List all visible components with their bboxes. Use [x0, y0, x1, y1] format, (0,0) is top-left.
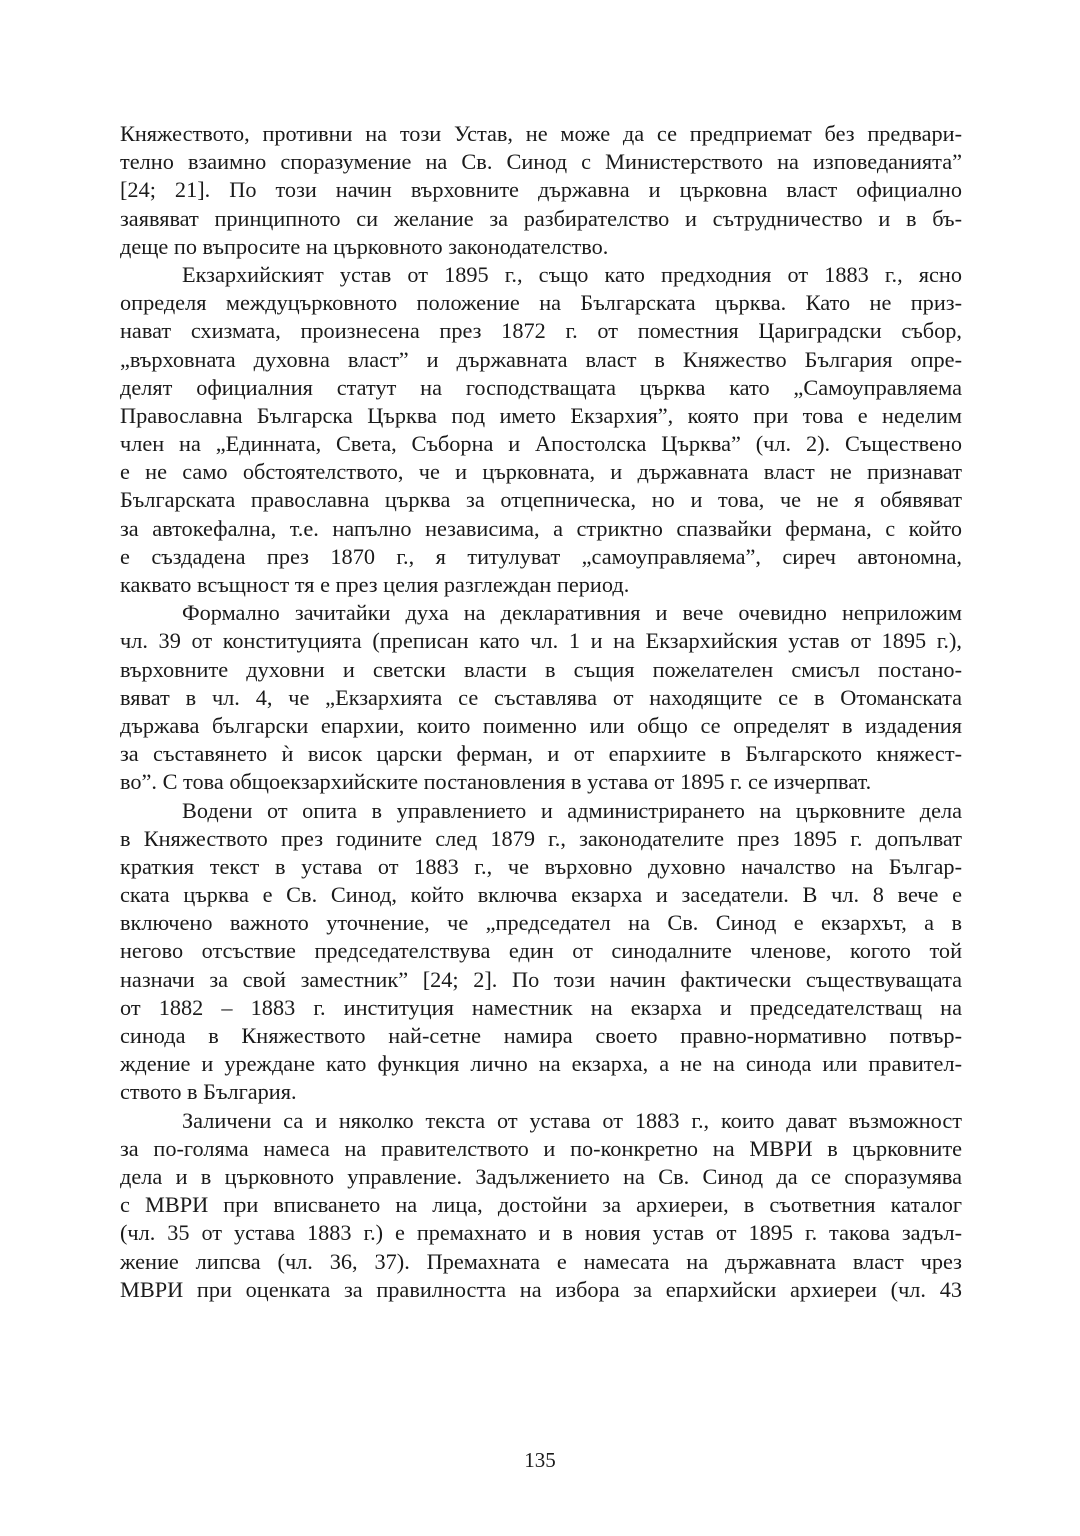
text-line: държава български епархии, които поименно или общо се определят в издадения — [120, 712, 962, 738]
text-line: телно взаимно споразумение на Св. Синод с Министерството на изповеданията” — [120, 149, 962, 175]
text-line: Екзархийският устав от 1895 г., също като предходния от 1883 г., ясно — [182, 261, 962, 287]
text-line: негово отсъствие председателствува един от синодалните членове, когото той — [120, 938, 962, 964]
text-line: „върховната духовна власт” и държавната власт в Княжество България опре- — [120, 346, 962, 372]
text-line: деще по въпросите на църковното законодателство. — [120, 233, 609, 259]
text-line: каквато всъщност тя е през целия разглеждан период. — [120, 572, 630, 597]
text-line: (чл. 35 от устава 1883 г.) е премахнато и в новия устав от 1895 г. такова задъл- — [120, 1220, 962, 1246]
paragraph — [120, 797, 962, 1107]
text-line: назначи за свой заместник” [24; 2]. По този начин фактически съществуващата — [120, 966, 962, 992]
text-line: ската църква е Св. Синод, който включва екзарха и заседатели. В чл. 8 вече е — [120, 882, 962, 908]
paragraph — [120, 261, 962, 599]
text-line: Княжеството, противни на този Устав, не може да се предприемат без предвари- — [120, 121, 962, 146]
text-line: [24; 21]. По този начин върховните държавна и църковна власт официално — [120, 177, 962, 203]
text-line: жение липсва (чл. 36, 37). Премахната е намесата на държавната власт чрез — [120, 1248, 962, 1274]
text-line: определя междуцърковното положение на Българската църква. Като не приз- — [120, 290, 962, 316]
text-line: е създадена през 1870 г., я титулуват „самоуправляема”, сиреч автономна, — [120, 543, 962, 569]
text-line: ждение и уреждане като функция лично на екзарха, а не на синода или правител- — [120, 1051, 962, 1077]
text-line: Българската православна църква за отцепническа, но и това, че не я обявяват — [120, 487, 962, 513]
text-line: делят официалния статут на господстващата църква като „Самоуправляема — [120, 374, 962, 400]
text-line: синода в Княжеството най-сетне намира своето правно-нормативно потвър- — [120, 1023, 962, 1048]
text-line: чл. 39 от конституцията (преписан като чл. 1 и на Екзархийския устав от 1895 г.), — [120, 628, 962, 654]
text-line: за съставянето ѝ висок царски ферман, и от епархиите в Българското княжест- — [120, 741, 962, 767]
text-line: за по-голяма намеса на правителството и по-конкретно на МВРИ в църковните — [120, 1135, 962, 1161]
text-line: върховните духовни и светски власти в същия пожелателен смисъл постано- — [120, 656, 962, 682]
text-line: Православна Българска Църква под името Екзархия”, която при това е неделим — [120, 402, 962, 428]
text-line: с МВРИ при вписването на лица, достойни за архиереи, в съответния каталог — [120, 1192, 962, 1218]
text-line: Формално зачитайки духа на декларативния и вече очевидно неприложим — [182, 600, 962, 626]
text-line: член на „Единната, Света, Съборна и Апостолска Църква” (чл. 2). Съществено — [120, 431, 962, 457]
text-line: за автокефална, т.е. напълно независима, а стриктно спазвайки фермана, с който — [120, 515, 962, 541]
text-line: во”. С това общоекзархийските постановления в устава от 1895 г. се изчерпват. — [120, 769, 872, 795]
text-line: ството в България. — [120, 1079, 297, 1105]
text-line: краткия текст в устава от 1883 г., че върховно духовно началство на Българ- — [120, 853, 962, 879]
text-line: в Княжеството през годините след 1879 г., законодателите през 1895 г. допълват — [120, 825, 962, 851]
page-number: 135 — [524, 1448, 556, 1472]
text-line: вяват в чл. 4, че „Екзархията се съставлява от находящите се в Отоманската — [120, 684, 962, 710]
paragraph — [120, 1107, 962, 1304]
text-line: Заличени са и няколко текста от устава от 1883 г., които дават възможност — [182, 1107, 962, 1133]
paragraph — [120, 120, 962, 261]
text-line: МВРИ при оценката за правилността на избора за епархийски архиереи (чл. 43 — [120, 1276, 962, 1302]
text-line: нават схизмата, произнесена през 1872 г. от поместния Цариградски събор, — [120, 318, 962, 344]
page-body-text — [120, 120, 962, 1304]
text-line: от 1882 – 1883 г. институция наместник на екзарха и председателстващ на — [120, 994, 962, 1020]
text-line: е не само обстоятелството, че и църковната, и държавната власт не признават — [120, 459, 962, 485]
text-line: Водени от опита в управлението и администрирането на църковните дела — [182, 797, 962, 823]
text-line: заявяват принципното си желание за разбирателство и сътрудничество и в бъ- — [120, 205, 962, 231]
paragraph — [120, 599, 962, 796]
text-line: дела и в църковното управление. Задължението на Св. Синод да се споразумява — [120, 1163, 962, 1189]
text-line: включено важното уточнение, че „председател на Св. Синод е екзархът, а в — [120, 910, 962, 936]
